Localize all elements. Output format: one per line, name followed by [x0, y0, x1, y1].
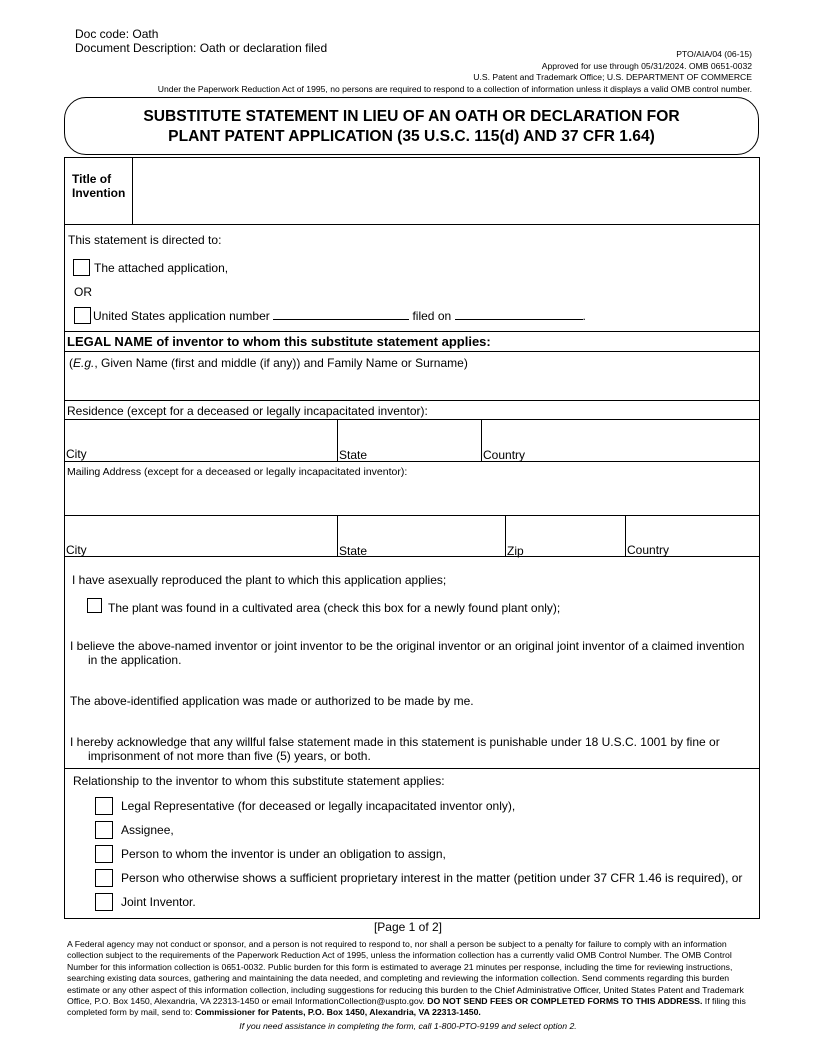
hint-open: ( — [69, 356, 73, 370]
title-of-invention-field[interactable] — [134, 159, 758, 223]
directed-intro: This statement is directed to: — [68, 233, 222, 247]
divider — [64, 400, 760, 401]
us-application-line — [93, 309, 586, 323]
proprietary-interest-label: Person who otherwise shows a sufficient proprietary interest in the matter (petition under 37 CFR 1.46 is required), or — [121, 871, 743, 885]
form-number: PTO/AIA/04 (06-15) — [676, 49, 752, 59]
obligation-to-assign-label: Person to whom the inventor is under an obligation to assign, — [121, 847, 446, 861]
attached-application-label: The attached application, — [94, 261, 229, 275]
page-number: [Page 1 of 2] — [373, 920, 443, 934]
paperwork-notice — [67, 939, 757, 1019]
assignee-checkbox[interactable] — [95, 821, 113, 839]
believe-statement-line-1: I believe the above-named inventor or joint inventor to be the original inventor or an original joint inventor of a claimed invention — [70, 639, 745, 653]
residence-label: Residence (except for a deceased or legally incapacitated inventor): — [67, 404, 428, 418]
residence-country-label: Country — [483, 448, 526, 462]
title-of-invention-label — [72, 172, 125, 200]
mailing-state-label: State — [339, 544, 368, 558]
divider — [337, 515, 338, 556]
paperwork-line: Under the Paperwork Reduction Act of 1995, no persons are required to respond to a collection of information unless it displays a valid OMB control number. — [157, 84, 752, 94]
acknowledge-statement-line-2: imprisonment of not more than five (5) years, or both. — [88, 749, 371, 763]
divider — [64, 224, 760, 225]
authorized-statement: The above-identified application was made or authorized to be made by me. — [70, 694, 474, 708]
residence-city-label: City — [66, 447, 87, 461]
cultivated-area-label: The plant was found in a cultivated area (check this box for a newly found plant only); — [108, 601, 561, 615]
believe-statement-line-2: in the application. — [88, 653, 182, 667]
hint-rest: , Given Name (first and middle (if any)) and Family Name or Surname) — [94, 356, 468, 370]
mailing-state-field[interactable] — [339, 517, 503, 541]
legal-representative-checkbox[interactable] — [95, 797, 113, 815]
approval-line: Approved for use through 05/31/2024. OMB 0651-0032 — [541, 61, 752, 71]
legal-name-field[interactable] — [66, 372, 758, 399]
mailing-zip-label: Zip — [507, 544, 524, 558]
divider — [337, 419, 338, 461]
residence-city-field[interactable] — [66, 421, 336, 446]
filed-on-label: filed on — [412, 309, 452, 323]
us-application-checkbox[interactable] — [74, 307, 91, 324]
notice-mail-address: Commissioner for Patents, P.O. Box 1450, Alexandria, VA 22313-1450. — [194, 1007, 481, 1018]
joint-inventor-label: Joint Inventor. — [121, 895, 196, 909]
mailing-address-field[interactable] — [66, 480, 758, 514]
divider — [64, 556, 760, 557]
divider — [481, 419, 482, 461]
form-title — [64, 97, 759, 155]
doc-code: Doc code: Oath — [75, 27, 159, 41]
divider — [64, 331, 760, 332]
residence-country-field[interactable] — [483, 421, 757, 446]
divider — [64, 461, 760, 462]
divider — [64, 419, 760, 420]
proprietary-interest-checkbox[interactable] — [95, 869, 113, 887]
relationship-label: Relationship to the inventor to whom this substitute statement applies: — [73, 774, 445, 788]
mailing-city-label: City — [66, 543, 87, 557]
cultivated-area-checkbox[interactable] — [87, 598, 102, 613]
mailing-country-label: Country — [627, 543, 670, 557]
form-title-line-2: PLANT PATENT APPLICATION (35 U.S.C. 115(d) AND 37 CFR 1.64) — [168, 128, 655, 145]
mailing-label: Mailing Address (except for a deceased or legally incapacitated inventor): — [67, 466, 408, 478]
asexual-statement: I have asexually reproduced the plant to which this application applies; — [72, 573, 447, 587]
residence-state-label: State — [339, 448, 368, 462]
divider — [64, 515, 760, 516]
us-application-label: United States application number — [93, 309, 270, 323]
us-application-number-field[interactable] — [273, 309, 409, 320]
title-label-line-2: Invention — [72, 186, 126, 200]
residence-state-field[interactable] — [339, 421, 479, 446]
legal-name-hint — [69, 356, 468, 370]
filed-on-period: . — [582, 309, 586, 323]
or-label: OR — [74, 285, 92, 299]
divider — [625, 515, 626, 556]
obligation-to-assign-checkbox[interactable] — [95, 845, 113, 863]
notice-mail-text: If filing this completed form by mail, send to: — [67, 996, 746, 1018]
filed-on-date-field[interactable] — [455, 309, 583, 320]
notice-bold-warning: DO NOT SEND FEES OR COMPLETED FORMS TO THIS ADDRESS. — [427, 996, 703, 1007]
attached-application-checkbox[interactable] — [73, 259, 90, 276]
office-line: U.S. Patent and Trademark Office; U.S. DEPARTMENT OF COMMERCE — [473, 72, 752, 82]
legal-representative-label: Legal Representative (for deceased or legally incapacitated inventor only), — [121, 799, 516, 813]
mailing-zip-field[interactable] — [507, 517, 623, 541]
acknowledge-statement-line-1: I hereby acknowledge that any willful false statement made in this statement is punishable under 18 U.S.C. 1001 by fine or — [70, 735, 720, 749]
divider — [64, 768, 760, 769]
legal-name-heading: LEGAL NAME of inventor to whom this substitute statement applies: — [67, 334, 491, 349]
notice-text: A Federal agency may not conduct or sponsor, and a person is not required to respond to, nor shall a person be subject to a penalty for failure to comply with an information collection subject to the requirements of the Paperwork Reduction Act of 1995, unless the information collection has a currently valid OMB Control Number. The OMB Control Number for this information collection is 0651-0032. Public burden for this form is estimated to average 21 minutes per response, including the time for reviewing instructions, searching existing data sources, gathering and maintaining the data needed, and completing and reviewing the information collection. Send comments regarding this burden estimate or any other aspect of this information collection, including suggestions for reducing this burden to the Chief Administrative Officer, United States Patent and Trademark Office, P.O. Box 1450, Alexandria, VA 22313-1450 or email InformationCollection@uspto.gov. — [67, 939, 744, 1007]
title-label-line-1: Title of — [72, 172, 112, 186]
hint-eg: E.g. — [73, 356, 95, 370]
divider — [505, 515, 506, 556]
doc-description: Document Description: Oath or declaration filed — [75, 41, 328, 55]
divider — [64, 351, 760, 352]
assignee-label: Assignee, — [121, 823, 174, 837]
assistance-note: If you need assistance in completing the form, call 1-800-PTO-9199 and select option 2. — [239, 1021, 577, 1031]
mailing-city-field[interactable] — [66, 517, 336, 541]
form-title-line-1: SUBSTITUTE STATEMENT IN LIEU OF AN OATH OR DECLARATION FOR — [143, 108, 680, 125]
divider — [132, 157, 133, 224]
mailing-country-field[interactable] — [627, 517, 757, 541]
joint-inventor-checkbox[interactable] — [95, 893, 113, 911]
